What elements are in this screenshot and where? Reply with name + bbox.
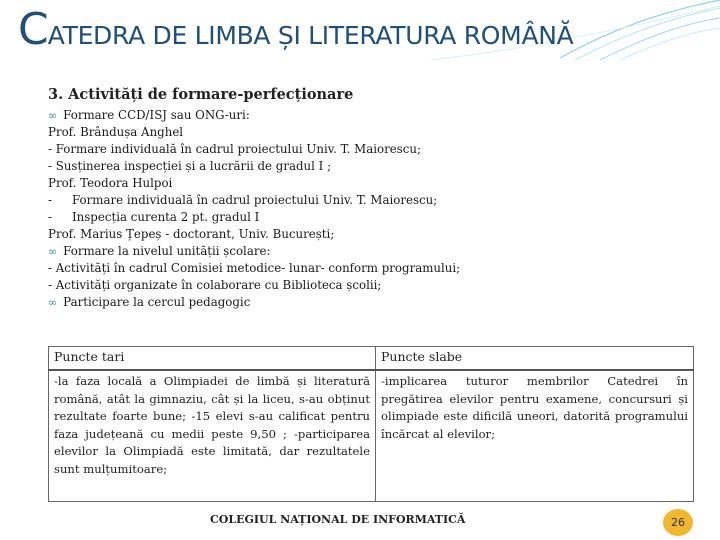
list-item: - Activități în cadrul Comisiei metodice- lunar- conform programului; — [48, 261, 461, 275]
activities-list — [48, 107, 460, 311]
list-item: Prof. Teodora Hulpoi — [48, 176, 173, 190]
list-item: - Activități organizate în colaborare cu Biblioteca școlii; — [48, 278, 382, 292]
list-item: - Susținerea inspecției și a lucrării de gradul I ; — [48, 159, 332, 173]
infinity-icon: ∞ — [48, 245, 58, 258]
title-initial: C — [18, 4, 48, 55]
table-header-row — [49, 347, 694, 371]
weaknesses-content: -implicarea tuturor membrilor Catedrei în pregătirea elevilor pentru examene, concursuri și olimpiade este dificilă uneori, datorită programului încărcat al elevilor; — [376, 370, 694, 502]
list-item: ∞ Formare CCD/ISJ sau ONG-uri: — [48, 108, 250, 122]
title-rest: ATEDRA DE LIMBA ȘI LITERATURA ROMÂNĂ — [47, 21, 574, 50]
strengths-content: -la faza locală a Olimpiadei de limbă și literatură română, atât la gimnaziu, cât și la liceu, s-au obținut rezultate foarte bune; -15 elevi s-au calificat pentru faza județeană cu medii peste 9,50 ; -participarea elevilor la Olimpiadă este limitată, dar rezultatele sunt mulțumitoare; — [49, 370, 376, 502]
weaknesses-header: Puncte slabe — [376, 347, 694, 371]
list-item: - Formare individuală în cadrul proiectului Univ. T. Maiorescu; — [48, 142, 421, 156]
dash-marker: - — [48, 210, 52, 224]
page-title — [18, 4, 573, 55]
infinity-icon: ∞ — [48, 109, 58, 122]
swot-table — [48, 346, 694, 502]
strengths-header: Puncte tari — [49, 347, 376, 371]
section-heading: 3. Activități de formare-perfecționare — [48, 86, 354, 103]
table-row — [49, 370, 694, 502]
list-item: - Formare individuală în cadrul proiectului Univ. T. Maiorescu; — [48, 193, 438, 207]
page-number-badge: 26 — [663, 509, 693, 536]
list-item: ∞ Participare la cercul pedagogic — [48, 295, 251, 309]
list-item: - Inspecția curenta 2 pt. gradul I — [48, 210, 260, 224]
list-item: Prof. Marius Țepeș - doctorant, Univ. București; — [48, 227, 335, 241]
dash-marker: - — [48, 193, 52, 207]
list-item: Prof. Brândușa Anghel — [48, 125, 184, 139]
footer-text: COLEGIUL NAȚIONAL DE INFORMATICĂ — [210, 513, 466, 526]
list-item: ∞ Formare la nivelul unității școlare: — [48, 244, 271, 258]
infinity-icon: ∞ — [48, 296, 58, 309]
